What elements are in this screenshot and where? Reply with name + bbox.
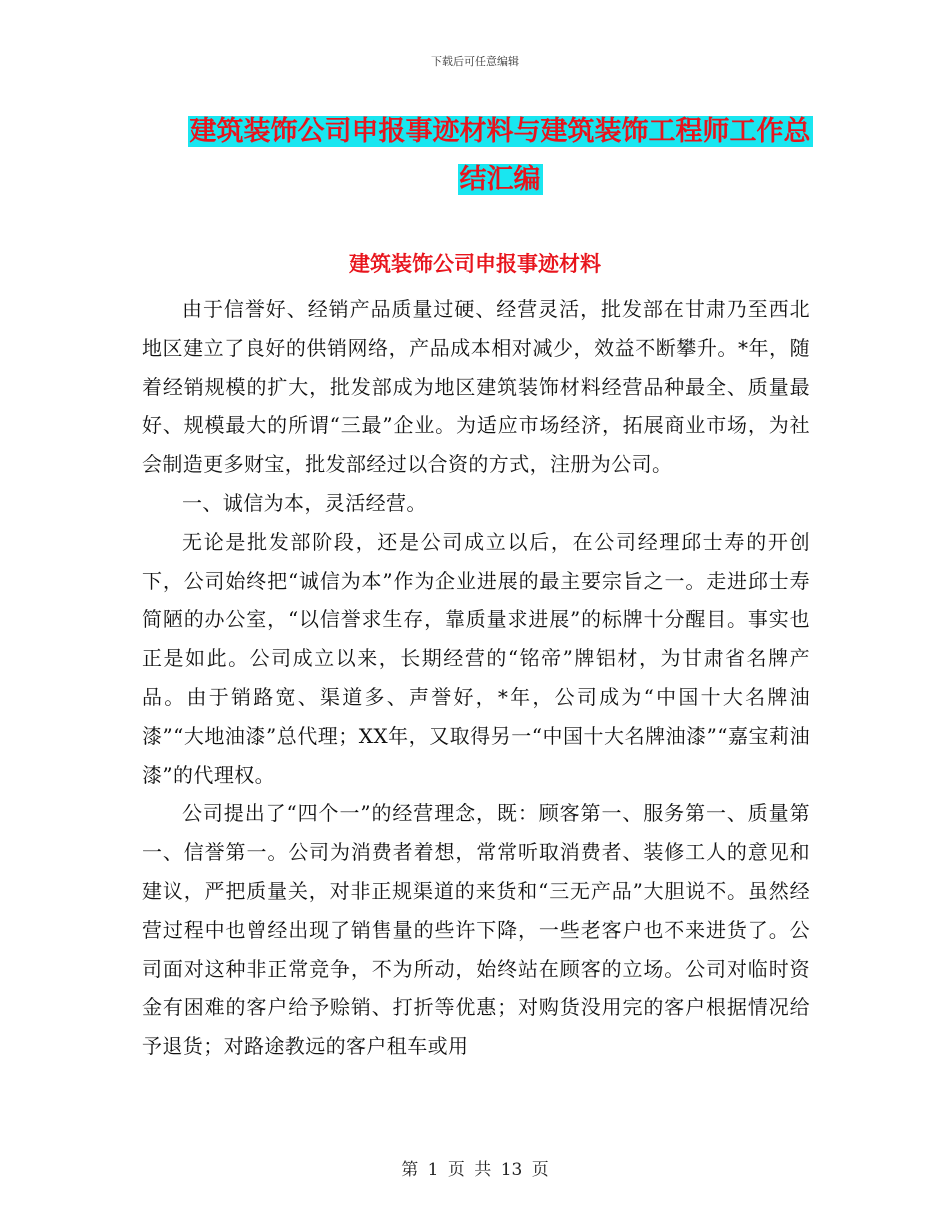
page-number-footer: 第 1 页 共 13 页 xyxy=(401,1160,549,1180)
header-note: 下载后可任意编辑 xyxy=(431,55,519,68)
body-paragraph: 无论是批发部阶段，还是公司成立以后，在公司经理邱士寿的开创下，公司始终把“诚信为本”作为企业进展的最主要宗旨之一。走进邱士寿简陋的办公室，“以信誉求生存，靠质量求进展”的标牌十分醒目。事实也正是如此。公司成立以来，长期经营的“铭帝”牌铝材，为甘肃省名牌产品。由于销路宽、渠道多、声誉好，*年，公司成为“中国十大名牌油漆”“大地油漆”总代理；XX年，又取得另一“中国十大名牌油漆”“嘉宝莉油漆”的代理权。 xyxy=(142,529,810,787)
document-title-line1: 建筑装饰公司申报事迹材料与建筑装饰工程师工作总 xyxy=(189,116,811,147)
document-body xyxy=(142,290,810,1066)
body-paragraph: 公司提出了“四个一”的经营理念，既：顾客第一、服务第一、质量第一、信誉第一。公司为消费者着想，常常听取消费者、装修工人的意见和建议，严把质量关，对非正规渠道的来货和“三无产品”大胆说不。虽然经营过程中也曾经出现了销售量的些许下降，一些老客户也不来进货了。公司面对这种非正常竞争，不为所动，始终站在顾客的立场。公司对临时资金有困难的客户给予赊销、打折等优惠；对购货没用完的客户根据情况给予退货；对路途教远的客户租车或用 xyxy=(142,801,810,1059)
body-paragraph: 由于信誉好、经销产品质量过硬、经营灵活，批发部在甘肃乃至西北地区建立了良好的供销网络，产品成本相对减少，效益不断攀升。*年，随着经销规模的扩大，批发部成为地区建筑装饰材料经营品种最全、质量最好、规模最大的所谓“三最”企业。为适应市场经济，拓展商业市场，为社会制造更多财宝，批发部经过以合资的方式，注册为公司。 xyxy=(142,297,810,477)
document-title xyxy=(150,108,850,204)
body-heading: 一、诚信为本，灵活经营。 xyxy=(182,490,427,515)
section-title: 建筑装饰公司申报事迹材料 xyxy=(349,252,601,276)
document-title-line2: 结汇编 xyxy=(459,164,541,195)
